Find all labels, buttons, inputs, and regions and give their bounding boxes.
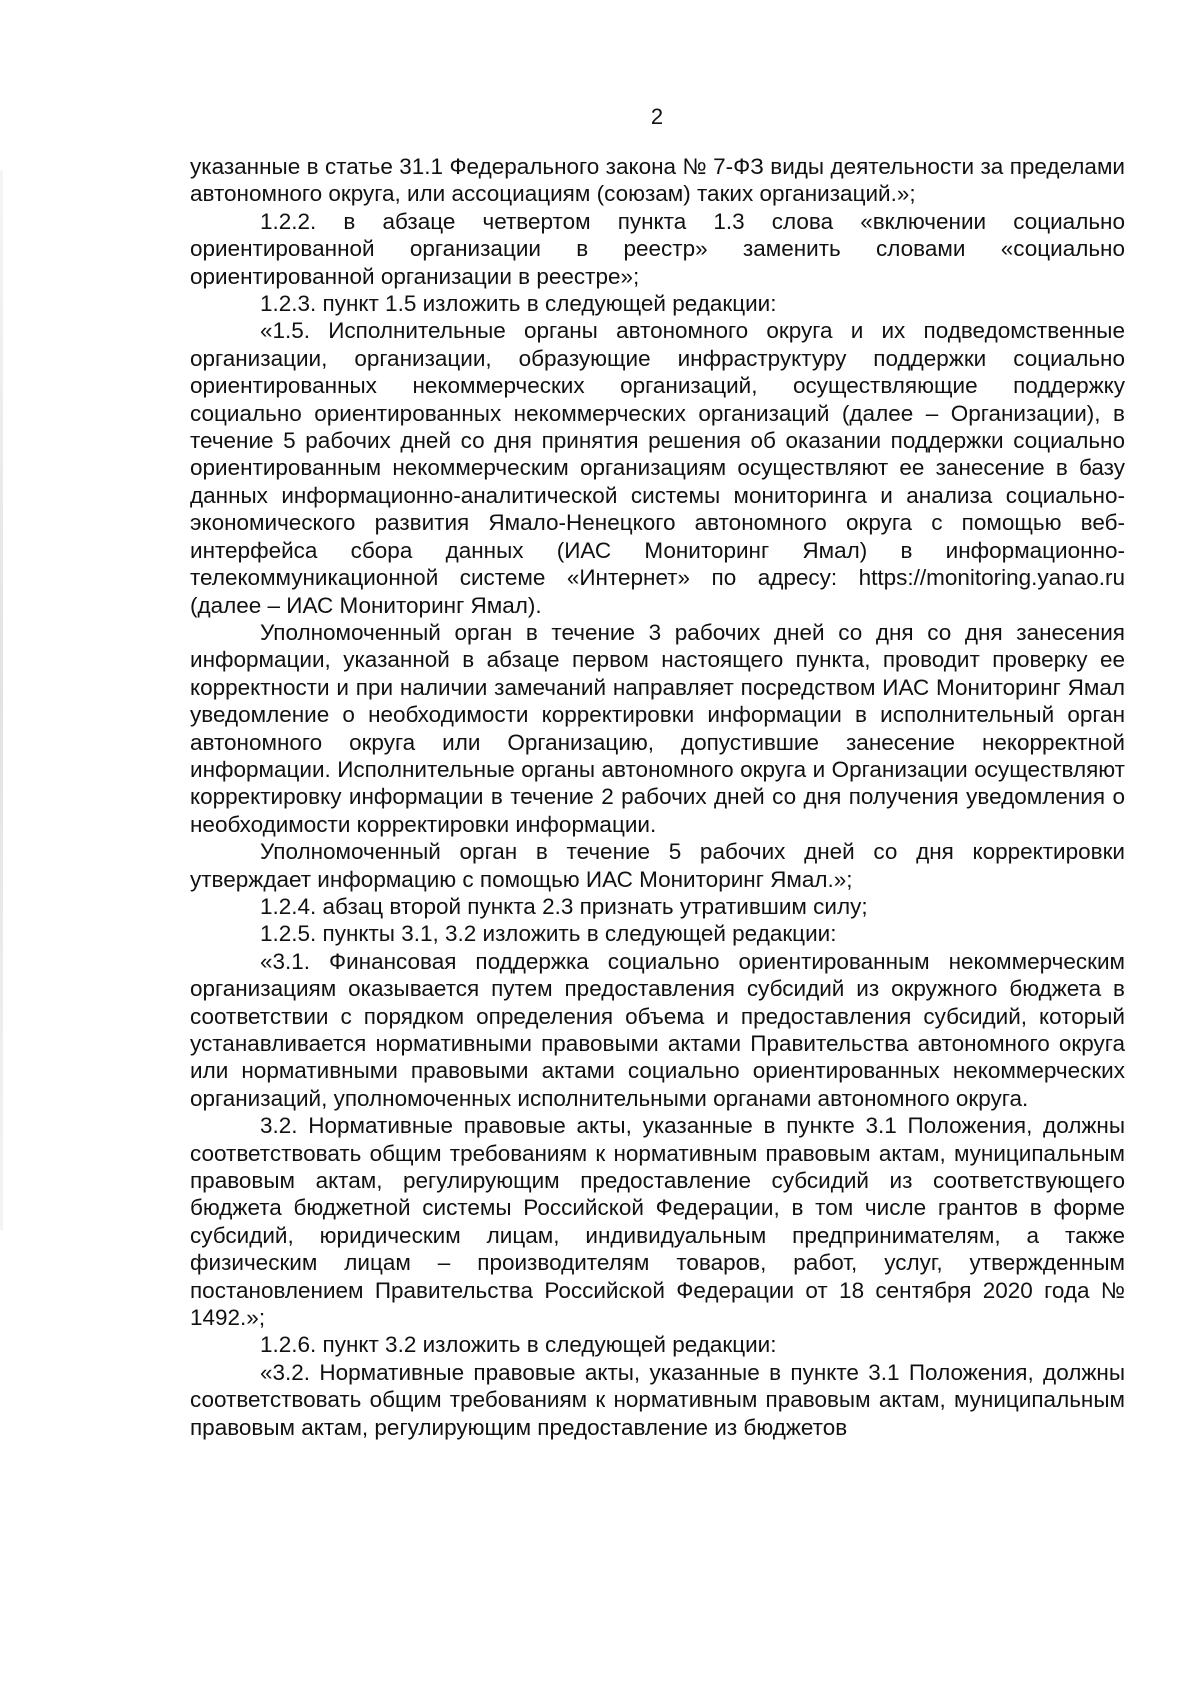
paragraph-continuation: указанные в статье 31.1 Федерального закона № 7-ФЗ виды деятельности за пределами автономного округа, или ассоциациям (союзам) таких организаций.»; bbox=[190, 154, 1125, 207]
paragraph-new-3-2: «3.2. Нормативные правовые акты, указанные в пункте 3.1 Положения, должны соответствовать общим требованиям к нормативным правовым актам, муниципальным правовым актам, регулирующим предоставление из бюджетов bbox=[190, 1359, 1125, 1440]
paragraph-1-2-3: 1.2.3. пункт 1.5 изложить в следующей редакции: bbox=[260, 291, 777, 317]
paragraph-1-2-6: 1.2.6. пункт 3.2 изложить в следующей редакции: bbox=[260, 1332, 777, 1358]
page-number: 2 bbox=[650, 104, 664, 129]
paragraph-1-2-5: 1.2.5. пункты 3.1, 3.2 изложить в следующей редакции: bbox=[260, 921, 837, 947]
paragraph-authorized-body-check: Уполномоченный орган в течение 3 рабочих дней со дня со дня занесения информации, указанной в абзаце первом настоящего пункта, проводит проверку ее корректности и при наличии замечаний направляет посредством ИАС Мониторинг Ямал уведомление о необходимости корректировки информации в исполнительный орган автономного округа или Организацию, допустившие занесение некорректной информации. Исполнительные органы автономного округа и Организации осуществляют корректировку информации в течение 2 рабочих дней со дня получения уведомления о необходимости корректировки информации. bbox=[190, 619, 1125, 837]
scan-edge-shadow bbox=[0, 170, 3, 1230]
paragraph-3-1: «3.1. Финансовая поддержка социально ориентированным некоммерческим организациям оказывается путем предоставления субсидий из окружного бюджета в соответствии с порядком определения объема и предоставления субсидий, который устанавливается нормативными правовыми актами Правительства автономного округа или нормативными правовыми актами социально ориентированных некоммерческих организаций, уполномоченных исполнительными органами автономного округа. bbox=[190, 948, 1125, 1111]
paragraph-1-5: «1.5. Исполнительные органы автономного округа и их подведомственные организации, организации, образующие инфраструктуру поддержки социально ориентированных некоммерческих организаций, осуществляющие поддержку социально ориентированных некоммерческих организаций (далее – Организации), в течение 5 рабочих дней со дня принятия решения об оказании поддержки социально ориентированным некоммерческим организациям осуществляют ее занесение в базу данных информационно-аналитической системы мониторинга и анализа социально-экономического развития Ямало-Ненецкого автономного округа с помощью веб-интерфейса сбора данных (ИАС Мониторинг Ямал) в информационно-телекоммуникационной системе «Интернет» по адресу: https://monitoring.yanao.ru (далее – ИАС Мониторинг Ямал). bbox=[190, 318, 1125, 618]
paragraph-1-2-2: 1.2.2. в абзаце четвертом пункта 1.3 слова «включении социально ориентированной организации в реестр» заменить словами «социально ориентированной организации в реестре»; bbox=[190, 208, 1125, 289]
paragraph-authorized-body-approval: Уполномоченный орган в течение 5 рабочих дней со дня корректировки утверждает информацию с помощью ИАС Мониторинг Ямал.»; bbox=[190, 839, 1125, 892]
document-body bbox=[190, 153, 1125, 1441]
paragraph-1-2-4: 1.2.4. абзац второй пункта 2.3 признать утратившим силу; bbox=[260, 893, 868, 919]
paragraph-3-2: 3.2. Нормативные правовые акты, указанные в пункте 3.1 Положения, должны соответствовать общим требованиям к нормативным правовым актам, муниципальным правовым актам, регулирующим предоставление субсидий из соответствующего бюджета бюджетной системы Российской Федерации, в том числе грантов в форме субсидий, юридическим лицам, индивидуальным предпринимателям, а также физическим лицам – производителям товаров, работ, услуг, утвержденным постановлением Правительства Российской Федерации от 18 сентября 2020 года № 1492.»; bbox=[190, 1113, 1125, 1331]
